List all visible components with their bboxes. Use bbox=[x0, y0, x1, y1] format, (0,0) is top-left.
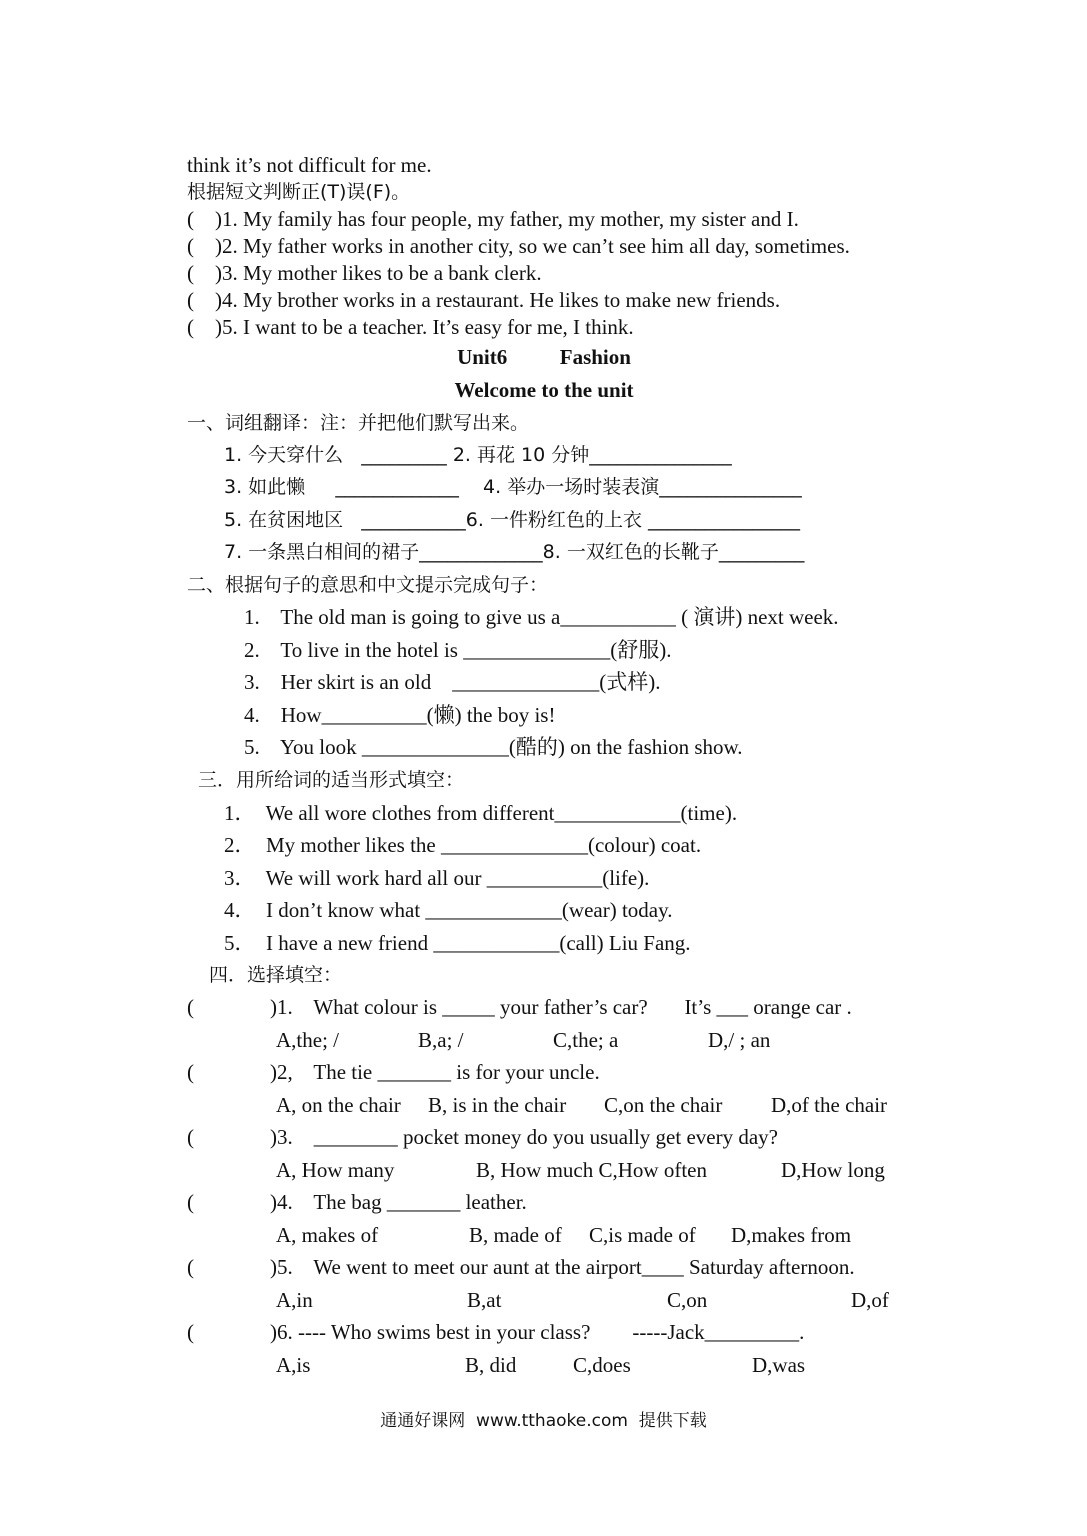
choice-paren: ( bbox=[187, 1190, 194, 1214]
wordform-item: 5． I have a new friend ____________(call) Liu Fang. bbox=[224, 931, 691, 955]
choice-option: D,/ ; an bbox=[708, 1028, 771, 1052]
choice-paren: ( bbox=[187, 1320, 194, 1344]
section3-title: 三．用所给词的适当形式填空： bbox=[198, 769, 465, 791]
choice-option: A,is bbox=[276, 1353, 311, 1377]
choice-option: C,is made of bbox=[589, 1223, 696, 1247]
choice-paren: ( bbox=[187, 1060, 194, 1084]
choice-option: D,was bbox=[752, 1353, 806, 1377]
sentence-item: 4. How__________(懒) the boy is! bbox=[244, 703, 556, 727]
intro-tail: think it’s not difficult for me. bbox=[187, 153, 432, 177]
sentence-item: 3. Her skirt is an old ______________(式样). bbox=[244, 670, 661, 694]
sentence-item: 5. You look ______________(酷的) on the fashion show. bbox=[244, 735, 743, 759]
unit-title: Unit6 Fashion bbox=[457, 345, 631, 369]
phrase-row: 1. 今天穿什么 _________ 2. 再花 10 分钟_______________ bbox=[224, 444, 732, 466]
wordform-item: 4． I don’t know what _____________(wear) today. bbox=[224, 898, 673, 922]
tf-item: ( )4. My brother works in a restaurant. He likes to make new friends. bbox=[187, 288, 781, 312]
choice-option: B, is in the chair bbox=[428, 1093, 567, 1117]
choice-option: B,a; / bbox=[418, 1028, 464, 1052]
section2-title: 二、根据句子的意思和中文提示完成句子： bbox=[187, 574, 549, 596]
choice-option: C,on the chair bbox=[604, 1093, 723, 1117]
choice-option: D,of the chair bbox=[771, 1093, 888, 1117]
phrase-row: 5. 在贫困地区 ___________6. 一件粉红色的上衣 ________________ bbox=[224, 509, 800, 531]
choice-option: B, did bbox=[465, 1353, 517, 1377]
choice-paren: ( bbox=[187, 1255, 194, 1279]
choice-question: )6. ---- Who swims best in your class? -----Jack_________. bbox=[270, 1320, 805, 1344]
tf-item: ( )3. My mother likes to be a bank clerk. bbox=[187, 261, 542, 285]
choice-option: A,in bbox=[276, 1288, 313, 1312]
choice-option: D,How long bbox=[781, 1158, 885, 1182]
choice-option: A, How many bbox=[276, 1158, 395, 1182]
footer-credit: 通通好课网 www.tthaoke.com 提供下载 bbox=[380, 1411, 707, 1431]
choice-option: B,at bbox=[467, 1288, 502, 1312]
choice-question: )4. The bag _______ leather. bbox=[270, 1190, 527, 1214]
tf-item: ( )1. My family has four people, my father, my mother, my sister and I. bbox=[187, 207, 799, 231]
wordform-item: 1． We all wore clothes from different____________(time). bbox=[224, 801, 738, 825]
sentence-item: 2. To live in the hotel is ______________(舒服). bbox=[244, 638, 672, 662]
choice-option: C,does bbox=[573, 1353, 631, 1377]
choice-option: D,makes from bbox=[731, 1223, 852, 1247]
choice-option: C,on bbox=[667, 1288, 708, 1312]
choice-option: A,the; / bbox=[276, 1028, 339, 1052]
phrase-row: 3. 如此懒 _____________ 4. 举办一场时装表演_______________ bbox=[224, 476, 802, 498]
choice-option: D,of bbox=[851, 1288, 889, 1312]
phrase-row: 7. 一条黑白相间的裙子_____________8. 一双红色的长靴子_________ bbox=[224, 541, 805, 563]
choice-paren: ( bbox=[187, 1125, 194, 1149]
section4-title: 四．选择填空： bbox=[209, 964, 343, 986]
tf-item: ( )5. I want to be a teacher. It’s easy for me, I think. bbox=[187, 315, 634, 339]
wordform-item: 3． We will work hard all our ___________(life). bbox=[224, 866, 650, 890]
choice-question: )3. ________ pocket money do you usually get every day? bbox=[270, 1125, 778, 1149]
wordform-item: 2． My mother likes the ______________(colour) coat. bbox=[224, 833, 702, 857]
tf-item: ( )2. My father works in another city, so we can’t see him all day, sometimes. bbox=[187, 234, 850, 258]
choice-option: B, How much C,How often bbox=[476, 1158, 707, 1182]
choice-option: B, made of bbox=[469, 1223, 562, 1247]
choice-option: A, on the chair bbox=[276, 1093, 401, 1117]
choice-question: )1. What colour is _____ your father’s car? It’s ___ orange car . bbox=[270, 995, 852, 1019]
section1-title: 一、词组翻译：注：并把他们默写出来。 bbox=[187, 412, 530, 434]
choice-question: )5. We went to meet our aunt at the airport____ Saturday afternoon. bbox=[270, 1255, 855, 1279]
choice-question: )2, The tie _______ is for your uncle. bbox=[270, 1060, 600, 1084]
tf-title: 根据短文判断正(T)误(F)。 bbox=[187, 181, 411, 203]
choice-option: A, makes of bbox=[276, 1223, 379, 1247]
sentence-item: 1. The old man is going to give us a___________ ( 演讲) next week. bbox=[244, 605, 839, 629]
choice-option: C,the; a bbox=[553, 1028, 619, 1052]
unit-subtitle: Welcome to the unit bbox=[454, 378, 634, 402]
choice-paren: ( bbox=[187, 995, 194, 1019]
